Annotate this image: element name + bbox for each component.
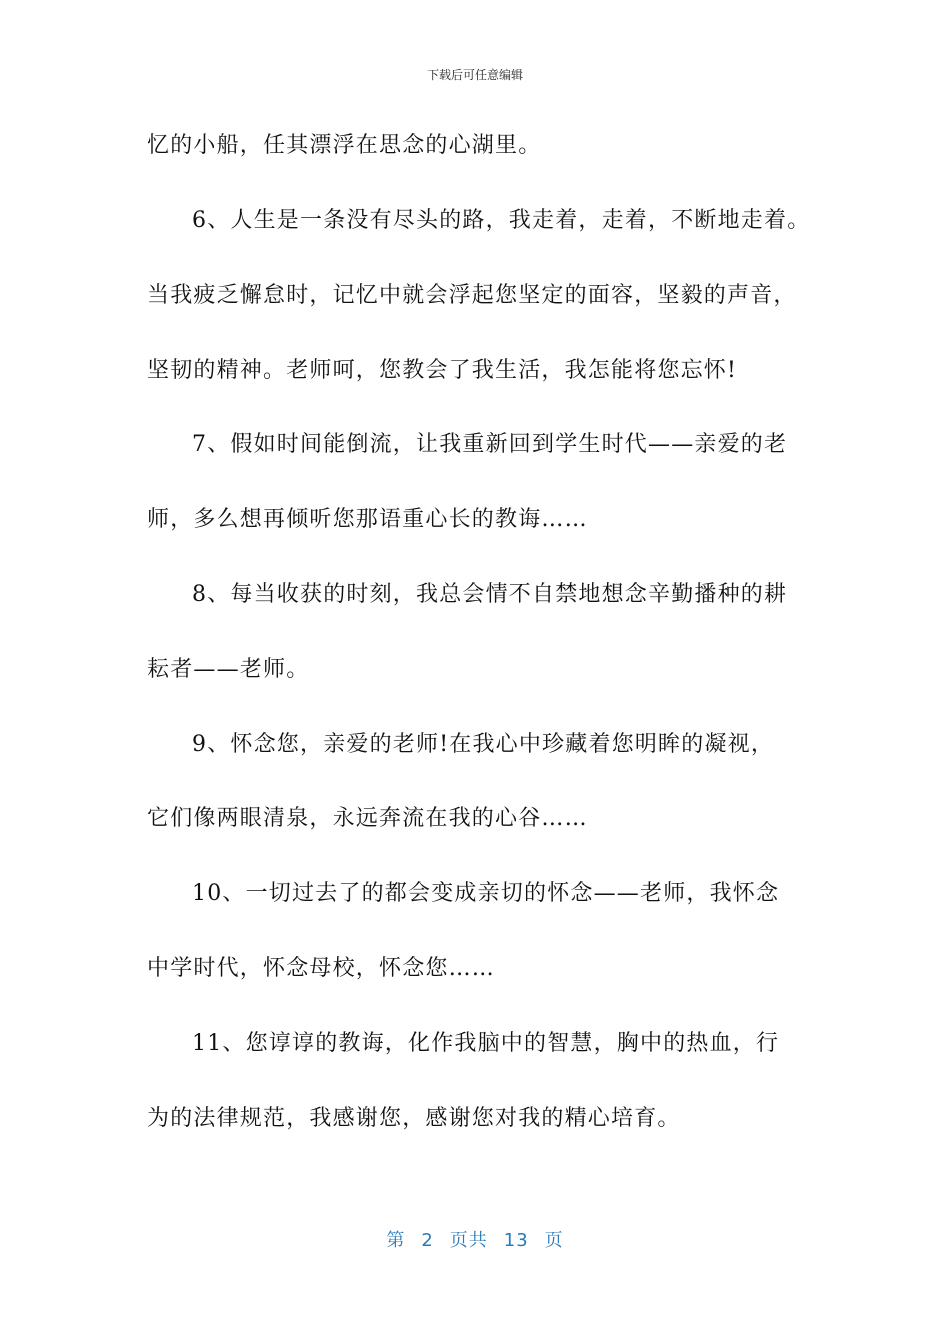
text-line: 7、假如时间能倒流，让我重新回到学生时代——亲爱的老 [192, 432, 788, 457]
footer-suffix: 页 [544, 1230, 564, 1251]
text-line: 9、怀念您，亲爱的老师!在我心中珍藏着您明眸的凝视， [192, 732, 775, 757]
footer-total-pages: 13 [503, 1230, 529, 1251]
text-line: 耘者——老师。 [147, 657, 310, 682]
text-line: 师，多么想再倾听您那语重心长的教诲…… [147, 507, 588, 532]
text-line: 它们像两眼清泉，永远奔流在我的心谷…… [147, 806, 588, 831]
text-line: 8、每当收获的时刻，我总会情不自禁地想念辛勤播种的耕 [192, 582, 788, 607]
page-number-footer [0, 1226, 950, 1252]
text-line: 10、一切过去了的都会变成亲切的怀念——老师，我怀念 [192, 881, 780, 906]
page-header-note: 下载后可任意编辑 [426, 68, 523, 82]
text-line: 忆的小船，任其漂浮在思念的心湖里。 [147, 133, 542, 158]
text-line: 11、您谆谆的教诲，化作我脑中的智慧，胸中的热血，行 [192, 1031, 780, 1056]
text-line: 为的法律规范，我感谢您，感谢您对我的精心培育。 [147, 1106, 681, 1131]
footer-middle: 页共 [449, 1230, 488, 1251]
footer-prefix: 第 [386, 1230, 406, 1251]
text-line: 坚韧的精神。老师呵，您教会了我生活，我怎能将您忘怀! [147, 358, 738, 383]
text-line: 当我疲乏懈怠时，记忆中就会浮起您坚定的面容，坚毅的声音， [147, 283, 797, 308]
text-line: 6、人生是一条没有尽头的路，我走着，走着，不断地走着。 [192, 208, 811, 233]
text-line: 中学时代，怀念母校，怀念您…… [147, 956, 496, 981]
footer-current-page: 2 [421, 1230, 434, 1251]
